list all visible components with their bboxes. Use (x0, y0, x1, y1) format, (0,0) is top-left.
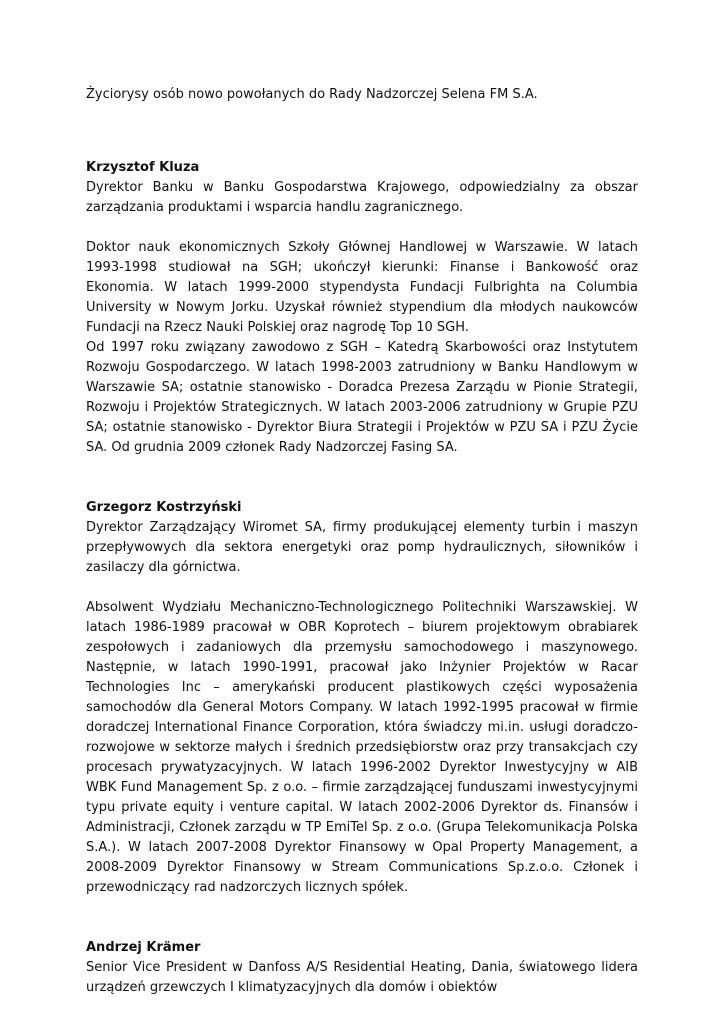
person-section-kostrzynski (86, 498, 638, 898)
person-name: Krzysztof Kluza (86, 160, 200, 175)
document-title: Życiorysy osób nowo powołanych do Rady Nadzorczej Selena FM S.A. (86, 87, 538, 102)
person-bio-education: Doktor nauk ekonomicznych Szkoły Głównej Handlowej w Warszawie. W latach 1993-1998 studiował na SGH; ukończył kierunki: Finanse i Bankowość oraz Ekonomia. W latach 1999-2000 stypendysta Fundacji Fulbrighta na Columbia University w Nowym Jorku. Uzyskał również stypendium dla młodych naukowców Fundacji na Rzecz Nauki Polskiej oraz nagrodę Top 10 SGH. (86, 240, 638, 335)
person-bio-career: Od 1997 roku związany zawodowo z SGH – Katedrą Skarbowości oraz Instytutem Rozwoju Gospodarczego. W latach 1998-2003 zatrudniony w Banku Handlowym w Warszawie SA; ostatnie stanowisko - Doradca Prezesa Zarządu w Pionie Strategii, Rozwoju i Projektów Strategicznych. W latach 2003-2006 zatrudniony w Grupie PZU SA; ostatnie stanowisko - Dyrektor Biura Strategii i Projektów w PZU SA i PZU Życie SA. Od grudnia 2009 członek Rady Nadzorczej Fasing SA. (86, 340, 638, 455)
person-section-kluza (86, 158, 638, 458)
person-name: Grzegorz Kostrzyński (86, 500, 242, 515)
spacer (86, 218, 638, 238)
spacer (86, 898, 638, 938)
person-name: Andrzej Krämer (86, 940, 201, 955)
person-position: Dyrektor Zarządzający Wiromet SA, firmy produkującej elementy turbin i maszyn przepływowych dla sektora energetyki oraz pomp hydraulicznych, siłowników i zasilaczy dla górnictwa. (86, 520, 638, 575)
person-position: Senior Vice President w Danfoss A/S Residential Heating, Dania, światowego lidera urządzeń grzewczych I klimatyzacyjnych dla domów i obiektów (86, 960, 638, 995)
person-section-kramer (86, 938, 638, 998)
person-bio: Absolwent Wydziału Mechaniczno-Technologicznego Politechniki Warszawskiej. W latach 1986-1989 pracował w OBR Koprotech – biurem projektowym obrabiarek zespołowych i zadaniowych dla przemysłu samochodowego i maszynowego. Następnie, w latach 1990-1991, pracował jako Inżynier Projektów w Racar Technologies Inc – amerykański producent plastikowych części wyposażenia samochodów dla General Motors Company. W latach 1992-1995 pracował w firmie doradczej International Finance Corporation, która świadczy mi.in. usługi doradczo-rozwojowe w sektorze małych i średnich przedsiębiorstw oraz przy transakcjach czy procesach prywatyzacyjnych. W latach 1996-2002 Dyrektor Inwestycyjny w AIB WBK Fund Management Sp. z o.o. – firmie zarządzającej funduszami inwestycyjnymi typu private equity i venture capital. W latach 2002-2006 Dyrektor ds. Finansów i Administracji, Członek zarządu w TP EmiTel Sp. z o.o. (Grupa Telekomunikacja Polska S.A.). W latach 2007-2008 Dyrektor Finansowy w Opal Property Management, a 2008-2009 Dyrektor Finansowy w Stream Communications Sp.z.o.o. Członek i przewodniczący rad nadzorczych licznych spółek. (86, 600, 638, 895)
person-position: Dyrektor Banku w Banku Gospodarstwa Krajowego, odpowiedzialny za obszar zarządzania produktami i wsparcia handlu zagranicznego. (86, 180, 638, 215)
spacer (86, 105, 638, 158)
spacer (86, 578, 638, 598)
spacer (86, 458, 638, 498)
